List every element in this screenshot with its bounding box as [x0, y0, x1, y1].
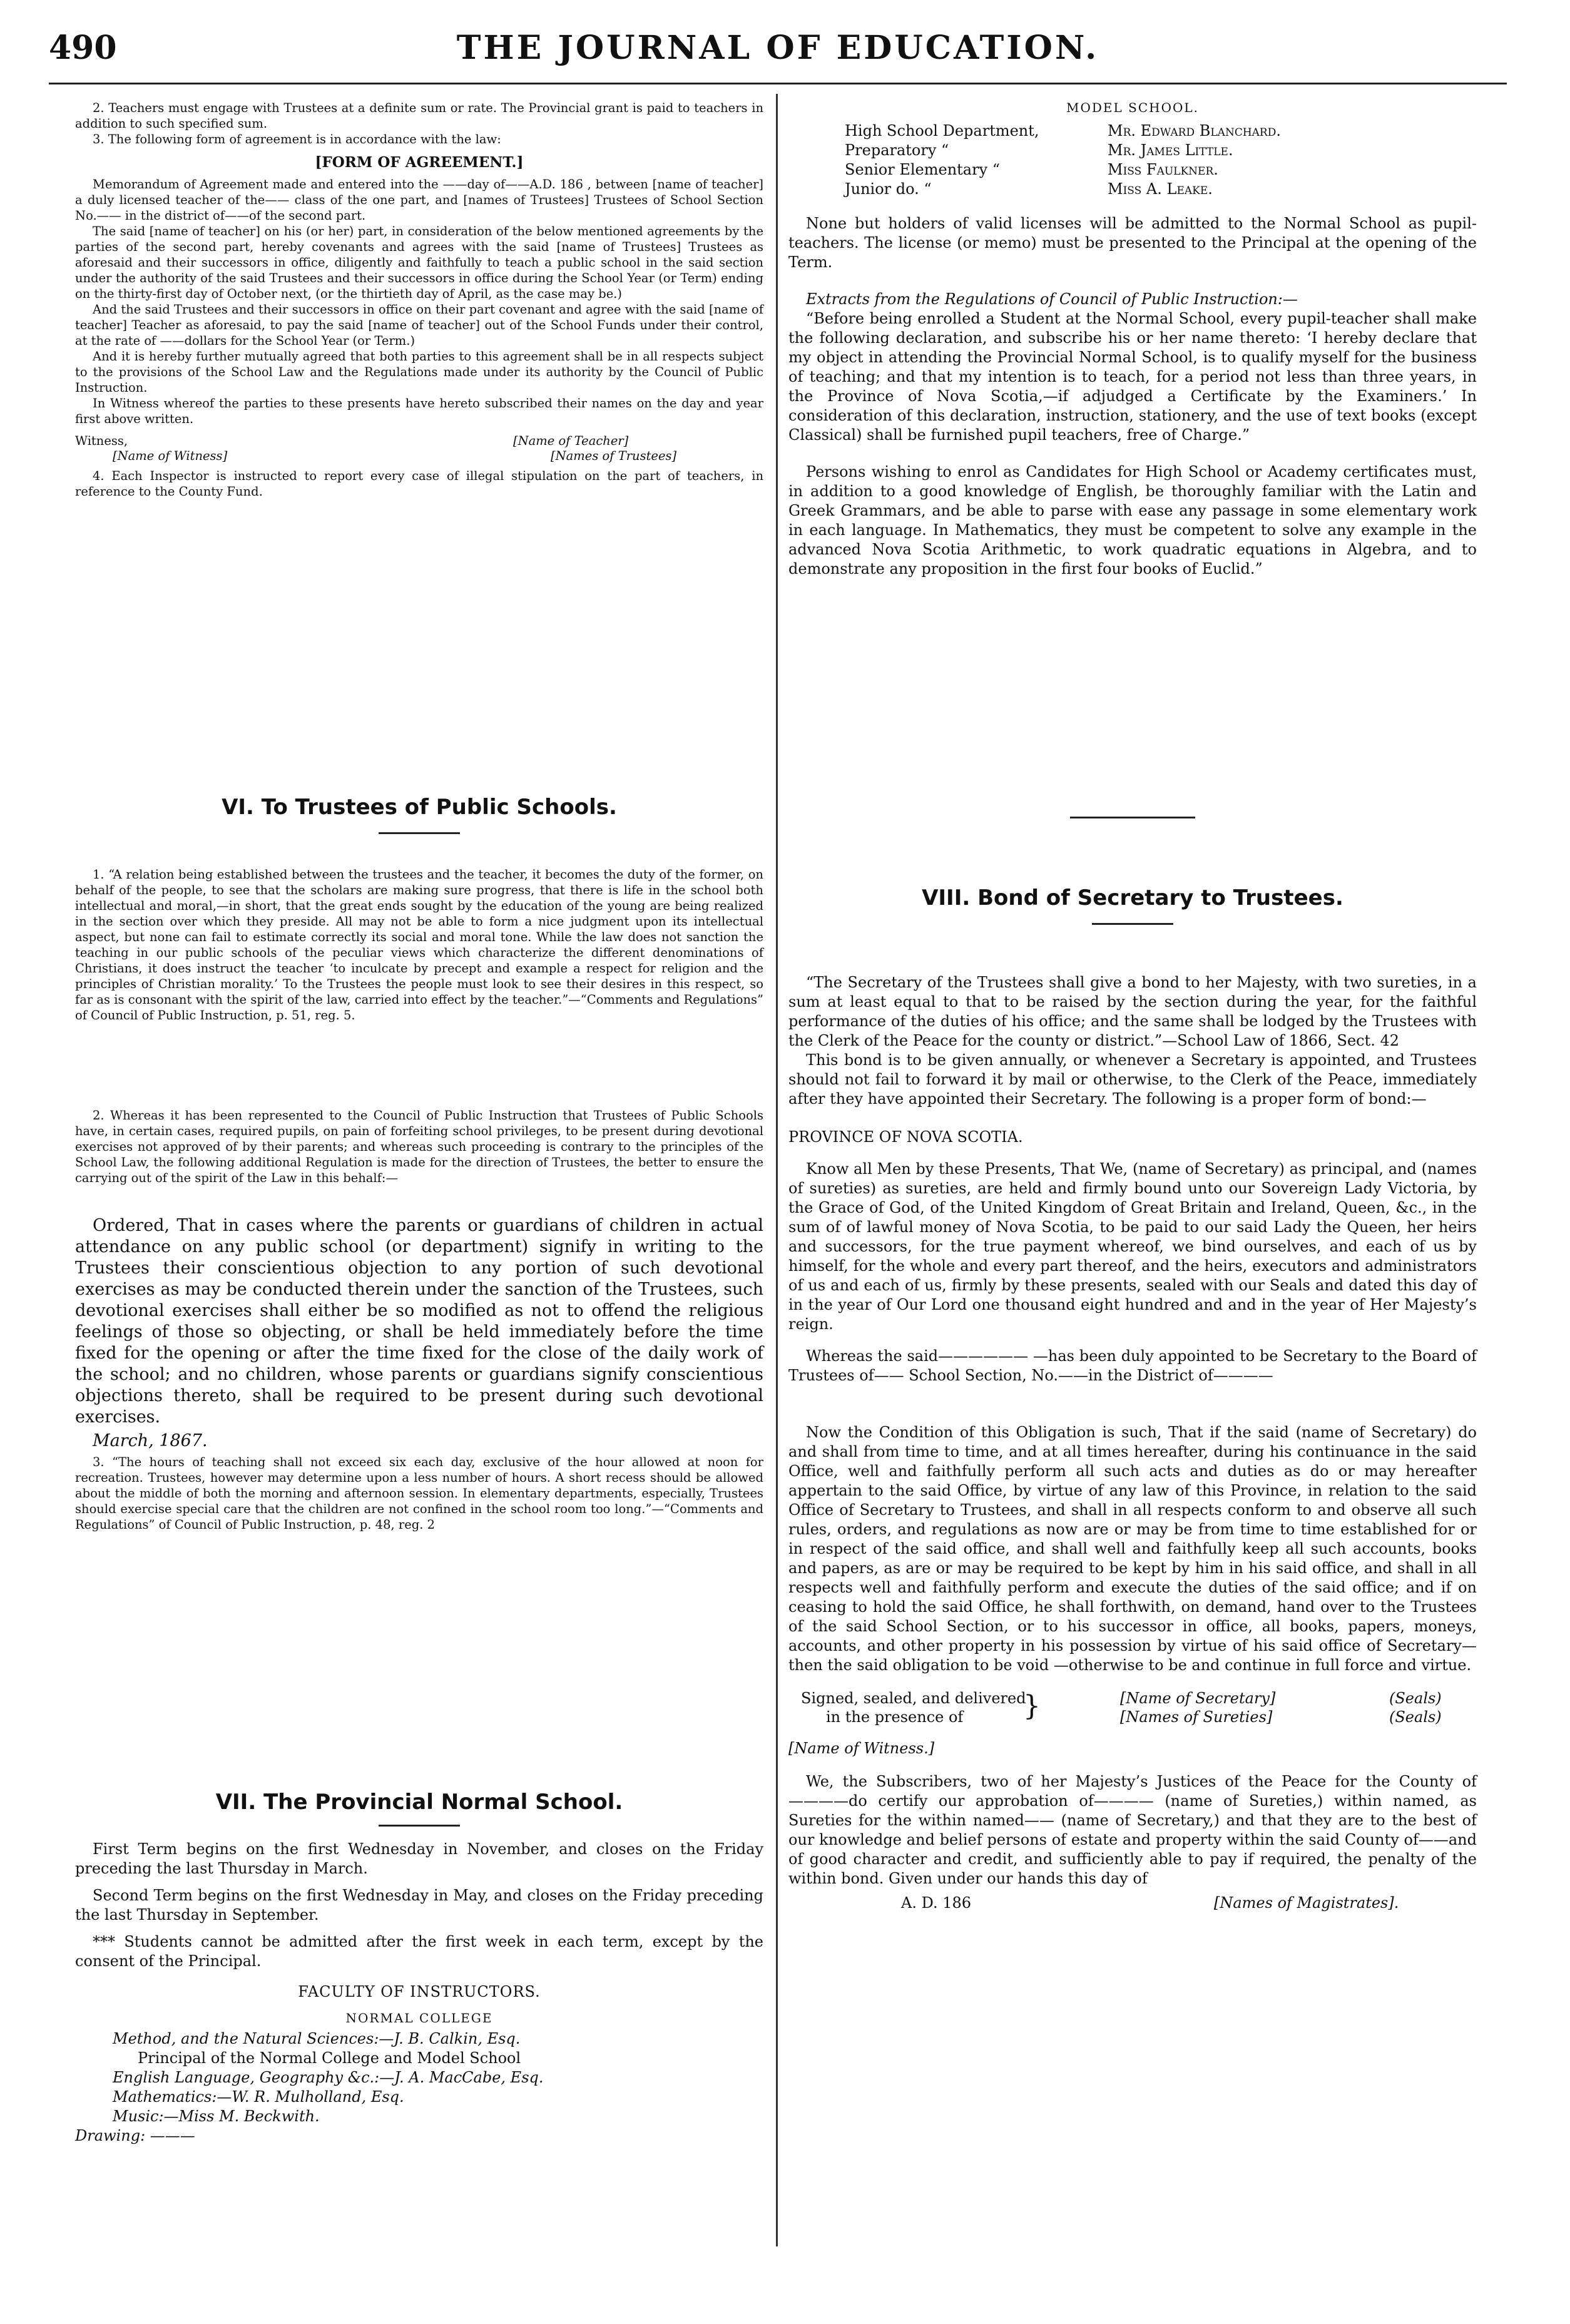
section-6-paragraph-2: 2. Whereas it has been represented to the Council of Public Instruction that Trustees of Public Schools have, in certain cases, required pupils, on pain of forfeiting school privileges, to be present during devotional exercises not approved of by their parents; and whereas such proceeding is contrary to the principles of the School Law, the following additional Regulation is made for the direction of Trustees, the better to ensure the carrying out of the spirit of the Law in this behalf:— — [75, 1108, 763, 1185]
model-school-heading: MODEL SCHOOL. — [1066, 100, 1200, 115]
name-of-teacher: [Name of Teacher] — [513, 434, 629, 448]
names-of-magistrates: [Names of Magistrates]. — [1214, 1894, 1399, 1912]
staff-name: Mr. Edward Blanchard. — [1108, 122, 1281, 140]
signed-line-2: in the presence of — [826, 1708, 964, 1726]
intro-item-2: 2. Teachers must engage with Trustees at a definite sum or rate. The Provincial grant is paid to teachers in addition to such specified sum. — [75, 101, 763, 131]
staff-dept: High School Department, — [845, 122, 1039, 140]
faculty-heading: FACULTY OF INSTRUCTORS. — [298, 1983, 541, 2000]
staff-dept: Preparatory “ — [845, 141, 949, 159]
item-4: 4. Each Inspector is instructed to report every case of illegal stipulation on the part of teachers, in reference to the County Fund. — [75, 469, 763, 499]
faculty-item: Music:—Miss M. Beckwith. — [113, 2107, 320, 2125]
section-8-paragraph-1: “The Secretary of the Trustees shall give a bond to her Majesty, with two sureties, in a sum at least equal to that to be raised by the section during the year, for the faithful performance of the duties of his office; and the same shall be lodged by the Trustees with the Clerk of the Peace for the county or district.”—School Law of 1866, Sect. 42 — [788, 974, 1477, 1049]
section-6-paragraph-1: 1. “A relation being established between the trustees and the teacher, it becomes the duty of the former, on behalf of the people, to see that the scholars are making sure progress, that there is life in the school both intellectual and moral,—in short, that the great ends sought by the education of the young are being realized in the section over which they preside. All may not be able to form a nice judgment upon its intellectual aspect, but none can fail to estimate correctly its social and moral tone. While the law does not sanction the teaching in our public schools of the peculiar views which characterize the different denominations of Christians, it does instruct the teacher ‘to inculcate by precept and example a respect for religion and the principles of Christian morality.’ To the Trustees the people must look to see their desires in this respect, so far as is consonant with the spirit of the law, carried into effect by the teacher.”—“Comments and Regulations” of Council of Public Instruction, p. 51, reg. 5. — [75, 867, 763, 1022]
extracts-heading: Extracts from the Regulations of Council of Public Instruction:— — [806, 290, 1298, 308]
bond-paragraph-2: Whereas the said—————— —has been duly appointed to be Secretary to the Board of Trustees of—— School Section, No.——in the District of———— — [788, 1347, 1477, 1384]
signature-block — [788, 1689, 1477, 1733]
journal-title: THE JOURNAL OF EDUCATION. — [456, 29, 1099, 67]
signature-sureties: [Names of Sureties] — [1120, 1708, 1273, 1726]
section-rule — [379, 1825, 460, 1827]
left-column — [75, 100, 763, 2286]
witness-block — [75, 433, 763, 468]
faculty-item: Drawing: ——— — [75, 2127, 195, 2144]
first-term: First Term begins on the first Wednesday in November, and closes on the Friday preceding the last Thursday in March. — [75, 1840, 763, 1877]
section-rule — [379, 832, 460, 834]
form-paragraph: The said [name of teacher] on his (or her) part, in consideration of the below mentioned agreements by the parties of the second part, hereby covenants and agrees with the said [name of Trustees] Trustees as aforesaid and their successors in office, diligently and faithfully to teach a public school in the said section under the authority of the said Trustees and their successors in office during the School Year (or Term) ending on the thirty-first day of October next, (or the thirtieth day of April, as the case may be.) — [75, 224, 763, 301]
bond-condition: Now the Condition of this Obligation is such, That if the said (name of Secretary) do and shall from time to time, and at all times hereafter, during his continuance in the said Office, well and faithfully perform all such acts and duties as do or may hereafter appertain to the said Office, by virtue of any law of this Province, in relation to the said Office of Secretary to Trustees, and shall in all respects conform to and observe all such rules, orders, and regulations as now are or may be from time to time established for or in respect of the said office, and shall well and faithfully keep all such accounts, books and papers, as are or may be required to be kept by him in his said office, and shall in all respects well and faithfully perform and execute the duties of the said office; and if on ceasing to hold the said Office, he shall forthwith, on demand, hand over to the Trustees of the said School Section, or to his successor in office, all books, papers, moneys, accounts, and other property in his possession by virtue of his said office of Secretary—then the said obligation to be void —otherwise to be and continue in full force and virtue. — [788, 1424, 1477, 1674]
section-8-paragraph-2: This bond is to be given annually, or whenever a Secretary is appointed, and Trustees should not fail to forward it by mail or otherwise, to the Clerk of the Peace, immediately after they have appointed their Secretary. The following is a proper form of bond:— — [788, 1051, 1477, 1108]
second-term: Second Term begins on the first Wednesday in May, and closes on the Friday preceding the last Thursday in September. — [75, 1887, 763, 1924]
staff-row — [845, 180, 1477, 199]
staff-row — [845, 160, 1477, 180]
bond-paragraph-1: Know all Men by these Presents, That We, (name of Secretary) as principal, and (names of sureties) as sureties, are held and firmly bound unto our Sovereign Lady Victoria, by the Grace of God, of the United Kingdom of Great Britain and Ireland, Queen, &c., in the sum of of lawful money of Nova Scotia, to be paid to our said Lady the Queen, her heirs and successors, for the true payment whereof, we bind ourselves, and each of us by himself, for the whole and every part thereof, and the heirs, executors and administrators of us and each of us, firmly by these presents, sealed with our Seals and dated this day of in the year of Our Lord one thousand eight hundred and and in the year of Her Majesty’s reign. — [788, 1160, 1477, 1333]
faculty-item: Method, and the Natural Sciences:—J. B. Calkin, Esq. — [113, 2030, 521, 2047]
model-school-staff — [845, 121, 1477, 199]
form-paragraph: In Witness whereof the parties to these presents have hereto subscribed their names on the day and year first above written. — [75, 396, 763, 426]
staff-name: Miss Faulkner. — [1108, 161, 1218, 178]
section-rule — [1092, 923, 1173, 925]
form-heading: [FORM OF AGREEMENT.] — [315, 154, 524, 171]
section-6-date: March, 1867. — [93, 1431, 208, 1450]
staff-row — [845, 121, 1477, 141]
staff-row — [845, 141, 1477, 160]
faculty-item: Mathematics:—W. R. Mulholland, Esq. — [113, 2088, 404, 2106]
page-number: 490 — [49, 29, 117, 67]
names-of-trustees: [Names of Trustees] — [551, 449, 677, 463]
right-column — [788, 100, 1477, 2286]
name-of-witness: [Name of Witness.] — [788, 1740, 935, 1757]
intro-item-3: 3. The following form of agreement is in accordance with the law: — [93, 132, 501, 146]
faculty-item: Principal of the Normal College and Model School — [138, 2049, 521, 2067]
extracts-paragraph-1: “Before being enrolled a Student at the Normal School, every pupil-teacher shall make the following declaration, and subscribe his or her name thereto: ‘I hereby declare that my object in attending the Provincial Normal School, is to qualify myself for the business of teaching; and that my intention is to teach, for a period not less than three years, in the Province of Nova Scotia,—if adjudged a Certificate by the Examiners.’ In consideration of this declaration, instruction, stationery, and the use of text books (except Classical) shall be furnished pupil teachers, free of Charge.” — [788, 310, 1477, 444]
license-note: None but holders of valid licenses will be admitted to the Normal School as pupil-teachers. The license (or memo) must be presented to the Principal at the opening of the Term. — [788, 215, 1477, 271]
page-header — [49, 26, 1507, 76]
section-6-title: VI. To Trustees of Public Schools. — [222, 795, 617, 820]
staff-name: Miss A. Leake. — [1108, 180, 1213, 198]
extracts-paragraph-2: Persons wishing to enrol as Candidates for High School or Academy certificates must, in addition to a good knowledge of English, be thoroughly familiar with the Latin and Greek Grammars, and be able to parse with ease any passage in some elementary work in each language. In Mathematics, they must be competent to solve any example in the advanced Nova Scotia Arithmetic, to work quadratic equations in Algebra, and to demonstrate any proposition in the first four books of Euclid.” — [788, 463, 1477, 578]
province-heading: PROVINCE OF NOVA SCOTIA. — [788, 1128, 1023, 1146]
signature-secretary: [Name of Secretary] — [1120, 1689, 1276, 1707]
admission-note: *** Students cannot be admitted after the first week in each term, except by the consent of the Principal. — [75, 1933, 763, 1970]
seals-label: (Seals) — [1389, 1708, 1442, 1726]
staff-dept: Junior do. “ — [845, 180, 932, 198]
certificate-date: A. D. 186 — [901, 1894, 972, 1912]
witness-label: Witness, — [75, 434, 128, 448]
certificate-paragraph: We, the Subscribers, two of her Majesty’s Justices of the Peace for the County of————do certify our approbation of———— (name of Sureties,) within named, as Sureties for the within named—— (name of Secretary,) and that they are to the best of our knowledge and belief persons of estate and property within the said County of——and of good character and credit, and sufficiently able to pay if required, the penalty of the within bond. Given under our hands this day of — [788, 1773, 1477, 1887]
staff-dept: Senior Elementary “ — [845, 161, 1001, 178]
column-divider — [776, 94, 778, 2246]
brace: } — [1023, 1690, 1041, 1722]
form-paragraph: And it is hereby further mutually agreed that both parties to this agreement shall be in all respects subject to the provisions of the School Law and the Regulations made under its authority by the Council of Public Instruction. — [75, 349, 763, 395]
section-rule — [1070, 817, 1195, 818]
form-paragraph: Memorandum of Agreement made and entered into the ——day of——A.D. 186 , between [name of teacher] a duly licensed teacher of the—— class of the one part, and [names of Trustees] Trustees of School Section No.—— in the district of——of the second part. — [75, 177, 763, 223]
certificate-footer — [788, 1893, 1477, 1919]
faculty-item: English Language, Geography &c.:—J. A. MacCabe, Esq. — [113, 2069, 544, 2086]
faculty-list — [75, 2029, 763, 2146]
section-8-title: VIII. Bond of Secretary to Trustees. — [922, 885, 1343, 910]
section-7-title: VII. The Provincial Normal School. — [215, 1790, 623, 1815]
name-of-witness: [Name of Witness] — [113, 449, 228, 463]
form-paragraph: And the said Trustees and their successors in office on their part covenant and agree with the said [name of teacher] Teacher as aforesaid, to pay the said [name of teacher] out of the School Funds under their control, at the rate of ——dollars for the School Year (or Term.) — [75, 302, 763, 348]
staff-name: Mr. James Little. — [1108, 141, 1233, 159]
section-6-paragraph-3: 3. “The hours of teaching shall not exceed six each day, exclusive of the hour allowed at noon for recreation. Trustees, however may determine upon a less number of hours. A short recess should be allowed about the middle of both the morning and afternoon session. In elementary departments, especially, Trustees should exercise special care that the children are not confined in the school room too long.”—“Comments and Regulations” of Council of Public Instruction, p. 48, reg. 2 — [75, 1455, 763, 1532]
header-rule — [49, 83, 1507, 84]
normal-college-heading: NORMAL COLLEGE — [345, 2011, 493, 2026]
signed-line-1: Signed, sealed, and delivered — [801, 1689, 1026, 1707]
ordered-paragraph: Ordered, That in cases where the parents or guardians of children in actual attendance on any public school (or department) signify in writing to the Trustees their conscientious objection to any portion of such devotional exercises as may be conducted therein under the sanction of the Trustees, such devotional exercises shall either be so modified as not to offend the religious feelings of those so objecting, or shall be held immediately before the time fixed for the opening or after the time fixed for the close of the daily work of the school; and no children, whose parents or guardians signify conscientious objections thereto, shall be required to be present during such devotional exercises. — [75, 1216, 763, 1427]
seals-label: (Seals) — [1389, 1689, 1442, 1707]
